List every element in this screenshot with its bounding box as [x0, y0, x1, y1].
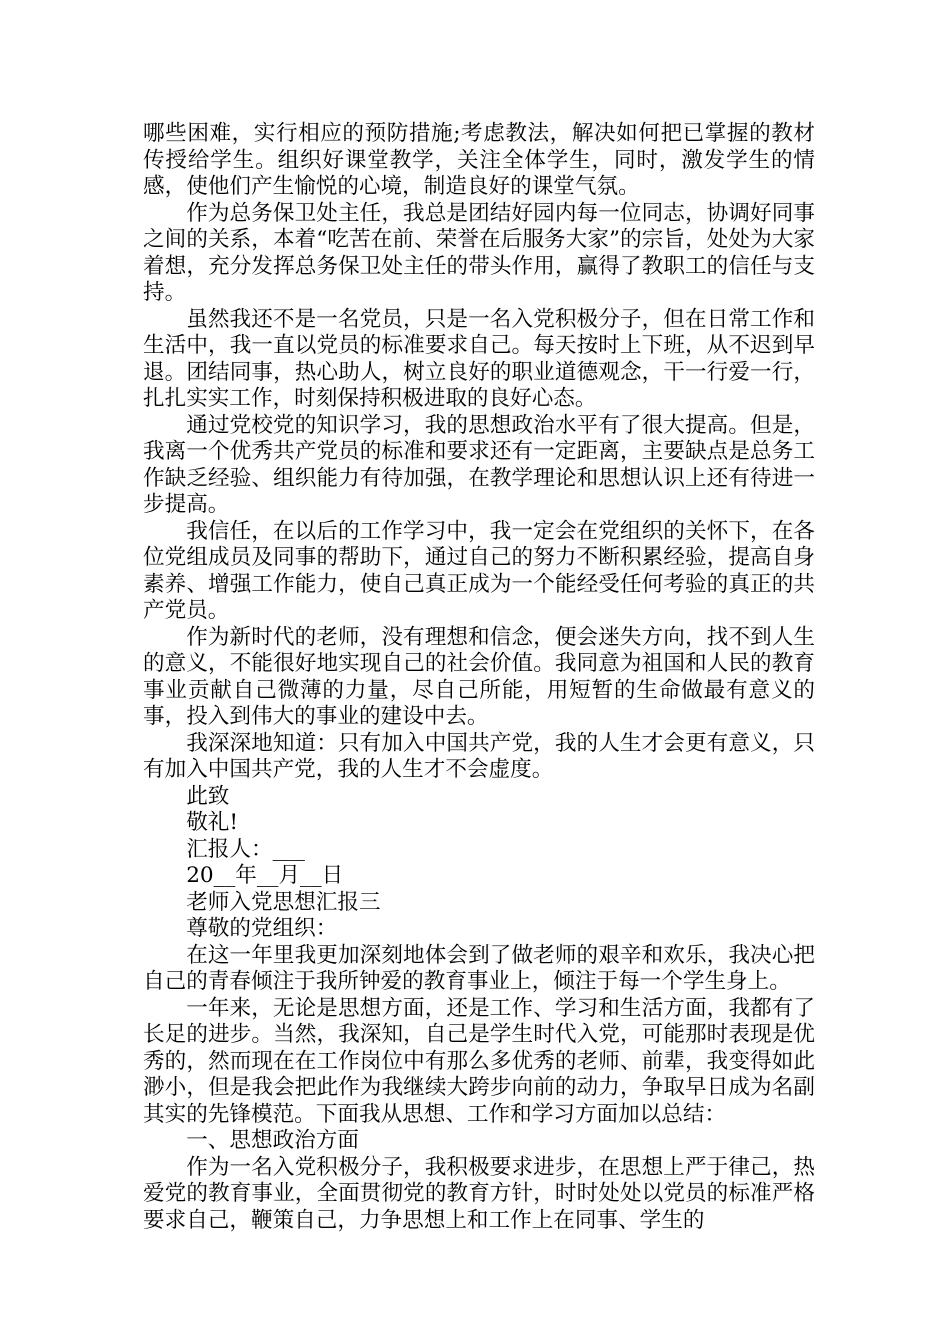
paragraph: 一年来，无论是思想方面，还是工作、学习和生活方面，我都有了长足的进步。当然，我深知，自己是学生时代入党，可能那时表现是优秀的，然而现在在工作岗位中有那么多优秀的老师、前辈，我变得如此渺小，但是我会把此作为我继续大跨步向前的动力，争取早日成为名副其实的先锋模范。下面我从思想、工作和学习方面加以总结： [143, 995, 815, 1127]
section-heading: 一、思想政治方面 [186, 1128, 359, 1153]
section-title: 老师入党思想汇报三 [186, 889, 381, 915]
paragraph: 作为一名入党积极分子，我积极要求进步，在思想上严于律己，热爱党的教育事业，全面贯彻党的教育方针，时时处处以党员的标准严格要求自己，鞭策自己，力争思想上和工作上在同事、学生的 [143, 1154, 815, 1233]
paragraph: 我信任，在以后的工作学习中，我一定会在党组织的关怀下，在各位党组成员及同事的帮助下，通过自己的努力不断积累经验，提高自身素养、增强工作能力，使自己真正成为一个能经受任何考验的真正的共产党员。 [143, 518, 815, 623]
document-body [143, 121, 815, 1234]
salutation: 尊敬的党组织： [186, 916, 338, 941]
paragraph: 虽然我还不是一名党员，只是一名入党积极分子，但在日常工作和生活中，我一直以党员的标准要求自己。每天按时上下班，从不迟到早退。团结同事，热心助人，树立良好的职业道德观念，干一行爱一行，扎扎实实工作，时刻保持积极进取的良好心态。 [143, 306, 815, 411]
date-line: 20__年__月__日 [186, 863, 344, 888]
paragraph: 我深深地知道：只有加入中国共产党，我的人生才会更有意义，只有加入中国共产党，我的人生才不会虚度。 [143, 730, 815, 782]
paragraph: 通过党校党的知识学习，我的思想政治水平有了很大提高。但是，我离一个优秀共产党员的标准和要求还有一定距离，主要缺点是总务工作缺乏经验、组织能力有待加强，在教学理论和思想认识上还有待进一步提高。 [143, 412, 815, 517]
closing-salute: 敬礼! [186, 810, 239, 835]
paragraph: 作为新时代的老师，没有理想和信念，便会迷失方向，找不到人生的意义，不能很好地实现自己的社会价值。我同意为祖国和人民的教育事业贡献自己微薄的力量，尽自己所能，用短暂的生命做最有意义的事，投入到伟大的事业的建设中去。 [143, 624, 815, 729]
closing-line: 此致 [186, 783, 230, 809]
paragraph: 作为总务保卫处主任，我总是团结好园内每一位同志，协调好同事之间的关系，本着“吃苦在前、荣誉在后服务大家”的宗旨，处处为大家着想，充分发挥总务保卫处主任的带头作用，赢得了教职工的信任与支持。 [143, 200, 815, 305]
paragraph: 在这一年里我更加深刻地体会到了做老师的艰辛和欢乐，我决心把自己的青春倾注于我所钟爱的教育事业上，倾注于每一个学生身上。 [143, 942, 815, 994]
paragraph-continued: 哪些困难，实行相应的预防措施;考虑教法，解决如何把已掌握的教材传授给学生。组织好课堂教学，关注全体学生，同时，激发学生的情感，使他们产生愉悦的心境，制造良好的课堂气氛。 [143, 121, 815, 199]
reporter-line: 汇报人：___ [186, 836, 305, 862]
